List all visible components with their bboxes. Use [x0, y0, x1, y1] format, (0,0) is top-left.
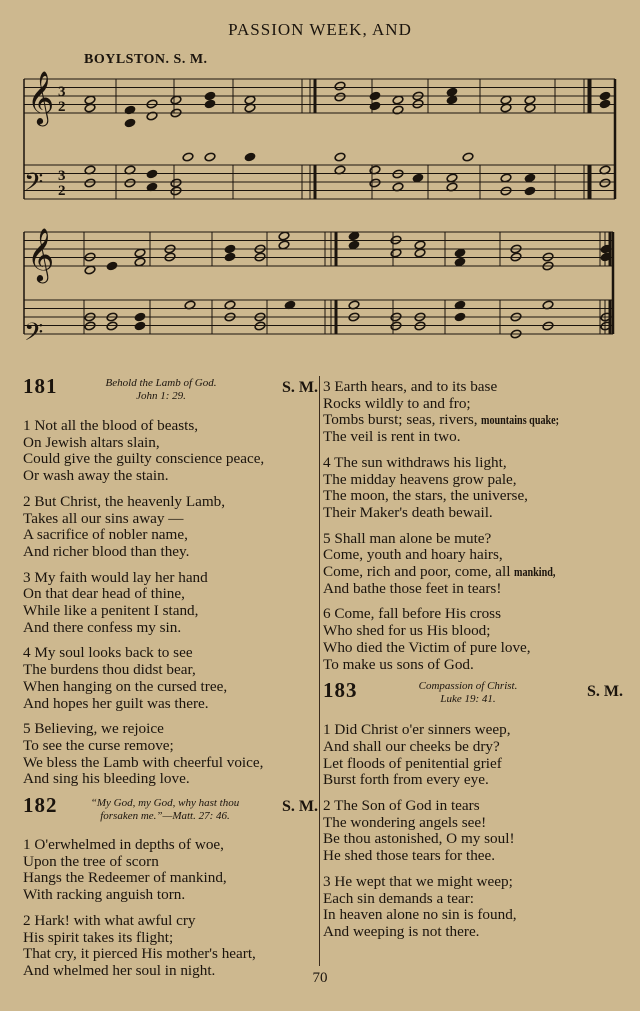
- hymn-183-stanzas: [323, 722, 623, 940]
- hymn-number: 183: [323, 678, 358, 703]
- hymn-182-header: [23, 793, 318, 833]
- svg-text:𝄢: 𝄢: [24, 168, 44, 203]
- stanza: [23, 418, 318, 485]
- stanza-line: And weeping is not there.: [323, 922, 480, 940]
- compressed-word: mankind,: [514, 564, 556, 580]
- note-head: [454, 312, 466, 322]
- hymn-182-continued: [323, 379, 623, 673]
- note-head: [182, 152, 194, 162]
- stanza-line: And whelmed her soul in night.: [23, 961, 216, 979]
- hymn-181-stanzas: [23, 418, 318, 788]
- note-head: [224, 252, 236, 262]
- note-head: [446, 173, 458, 183]
- note-head: [224, 244, 236, 254]
- note-head: [462, 152, 474, 162]
- right-column: [323, 379, 623, 950]
- note-head: [500, 173, 512, 183]
- tune-name: BOYLSTON. S. M.: [84, 52, 208, 67]
- note-head: [454, 248, 466, 258]
- stanza: [323, 874, 623, 941]
- stanza-line: The burdens thou didst bear,: [23, 661, 196, 679]
- note-head: [278, 240, 290, 250]
- hymn-meter: S. M.: [587, 683, 623, 701]
- svg-text:3: 3: [58, 84, 66, 100]
- note-head: [134, 257, 146, 267]
- stanza: [323, 455, 623, 522]
- stanza: [323, 531, 623, 598]
- hymn-meter: S. M.: [282, 798, 318, 816]
- stanza-line: 4 The sun withdraws his light,: [323, 453, 507, 471]
- stanza-line: Upon the tree of scorn: [23, 852, 159, 870]
- note-head: [454, 257, 466, 267]
- hymn-meter: S. M.: [282, 379, 318, 396]
- note-head: [599, 178, 611, 188]
- svg-text:2: 2: [58, 99, 66, 115]
- stanza-line: When hanging on the cursed tree,: [23, 677, 228, 695]
- note-head: [599, 91, 611, 101]
- stanza-line: That cry, it pierced His mother's heart,: [23, 945, 256, 963]
- note-head: [446, 95, 458, 105]
- note-head: [348, 231, 360, 241]
- note-head: [244, 95, 256, 105]
- note-head: [106, 261, 118, 271]
- hymn-number: 181: [23, 374, 58, 398]
- stanza-line: 1 Did Christ o'er sinners weep,: [323, 721, 511, 739]
- stanza: [23, 494, 318, 561]
- stanza-line: Could give the guilty conscience peace,: [23, 450, 265, 468]
- stanza-line: Come, youth and hoary hairs,: [323, 546, 503, 564]
- stanza-line: 5 Shall man alone be mute?: [323, 529, 492, 547]
- note-head: [524, 95, 536, 105]
- stanza-line: Who died the Victim of pure love,: [323, 638, 531, 656]
- stanza: [323, 722, 623, 789]
- stanza-line: 3 Earth hears, and to its base: [323, 378, 498, 395]
- stanza-line: Burst forth from every eye.: [323, 771, 489, 789]
- note-head: [134, 248, 146, 258]
- stanza-line: With racking anguish torn.: [23, 886, 186, 904]
- stanza: [23, 837, 318, 904]
- stanza-line: 6 Come, fall before His cross: [323, 605, 501, 623]
- stanza-line: In heaven alone no sin is found,: [323, 906, 517, 924]
- stanza-line: We bless the Lamb with cheerful voice,: [23, 753, 264, 771]
- music-score: [0, 0, 640, 375]
- note-head: [124, 178, 136, 188]
- note-head: [414, 248, 426, 258]
- note-head: [524, 173, 536, 183]
- note-head: [146, 169, 158, 179]
- note-head: [170, 95, 182, 105]
- stanza: [323, 606, 623, 673]
- stanza-line: The wondering angels see!: [323, 813, 487, 831]
- stanza-line: To make us sons of God.: [323, 655, 474, 673]
- note-head: [599, 99, 611, 109]
- stanza-line: He shed those tears for thee.: [323, 847, 496, 865]
- stanza-line: Or wash away the stain.: [23, 467, 169, 485]
- note-head: [278, 231, 290, 241]
- note-head: [348, 240, 360, 250]
- stanza-line: Each sin demands a tear:: [323, 889, 474, 907]
- stanza-line: Let floods of penitential grief: [323, 754, 502, 772]
- note-head: [369, 101, 381, 111]
- stanza-line: 5 Believing, we rejoice: [23, 720, 164, 738]
- note-head: [84, 95, 96, 105]
- stanza-line: His spirit takes its flight;: [23, 928, 174, 946]
- svg-text:𝄞: 𝄞: [27, 70, 55, 124]
- note-head: [412, 173, 424, 183]
- stanza-line: Who shed for us His blood;: [323, 622, 491, 640]
- stanza: [23, 721, 318, 788]
- stanza-line: The veil is rent in two.: [323, 428, 461, 446]
- stanza-line: Tombs burst; seas, rivers, mountains quake;: [323, 411, 560, 429]
- note-head: [204, 91, 216, 101]
- hymn-182-stanzas: [23, 837, 318, 980]
- stanza-line: 1 O'erwhelmed in depths of woe,: [23, 836, 224, 854]
- note-head: [204, 152, 216, 162]
- stanza: [323, 798, 623, 865]
- hymn-title: Behold the Lamb of God. John 1: 29.: [105, 377, 217, 402]
- page-number: 70: [312, 970, 328, 986]
- note-head: [369, 91, 381, 101]
- svg-text:2: 2: [58, 183, 66, 199]
- svg-text:𝄞: 𝄞: [27, 227, 55, 281]
- hymn-title: Compassion of Christ. Luke 19: 41.: [418, 680, 518, 705]
- stanza-line: 3 He wept that we might weep;: [323, 872, 513, 890]
- left-column: [23, 374, 318, 989]
- stanza-line: Takes all our sins away —: [23, 509, 184, 527]
- note-head: [390, 248, 402, 258]
- note-head: [134, 312, 146, 322]
- stanza-line: On Jewish altars slain,: [23, 433, 160, 451]
- column-divider: [319, 376, 320, 966]
- stanza-line: Their Maker's death bewail.: [323, 503, 493, 521]
- note-head: [446, 87, 458, 97]
- note-head: [244, 152, 256, 162]
- note-head: [414, 240, 426, 250]
- stanza-line: And richer blood than they.: [23, 542, 190, 560]
- note-head: [204, 99, 216, 109]
- note-head: [84, 265, 96, 275]
- stanza: [23, 645, 318, 712]
- svg-text:𝄢: 𝄢: [24, 318, 44, 353]
- stanza-line: 4 My soul looks back to see: [23, 644, 193, 662]
- stanza-line: And hopes her guilt was there.: [23, 694, 209, 712]
- stanza-line: While like a penitent I stand,: [23, 602, 199, 620]
- stanza-line: And there confess my sin.: [23, 618, 182, 636]
- stanza-line: Be thou astonished, O my soul!: [323, 830, 515, 848]
- stanza-line: 2 Hark! with what awful cry: [23, 911, 196, 929]
- stanza-line: And sing his bleeding love.: [23, 770, 190, 788]
- stanza-line: 3 My faith would lay her hand: [23, 568, 208, 586]
- note-head: [334, 81, 346, 91]
- stanza-line: And shall our cheeks be dry?: [323, 737, 500, 755]
- note-head: [392, 95, 404, 105]
- svg-text:3: 3: [58, 168, 66, 184]
- stanza-line: Hangs the Redeemer of mankind,: [23, 869, 227, 887]
- hymn-title: “My God, my God, why hast thou forsaken me.”—Matt. 27: 46.: [90, 797, 240, 822]
- note-head: [500, 95, 512, 105]
- stanza-line: The midday heavens grow pale,: [323, 470, 517, 488]
- note-head: [334, 152, 346, 162]
- stanza-line: And bathe those feet in tears!: [323, 579, 502, 597]
- stanza-line: A sacrifice of nobler name,: [23, 526, 188, 544]
- stanza-line: To see the curse remove;: [23, 736, 174, 754]
- stanza: [23, 570, 318, 637]
- hymn-183-header: [323, 678, 623, 718]
- stanza-line: Come, rich and poor, come, all mankind,: [323, 563, 556, 581]
- note-head: [369, 178, 381, 188]
- stanza-line: 1 Not all the blood of beasts,: [23, 417, 199, 434]
- stanza-line: The moon, the stars, the universe,: [323, 487, 528, 505]
- note-head: [170, 178, 182, 188]
- compressed-word: mountains quake;: [481, 412, 560, 428]
- note-head: [524, 186, 536, 196]
- time-signature: [58, 84, 66, 199]
- stanza: [323, 379, 623, 446]
- stanza-line: 2 The Son of God in tears: [323, 797, 480, 815]
- stanza-line: On that dear head of thine,: [23, 585, 185, 603]
- page-header: PASSION WEEK, AND: [228, 20, 412, 39]
- note-head: [124, 118, 136, 128]
- stanza-line: 2 But Christ, the heavenly Lamb,: [23, 492, 226, 510]
- note-head: [134, 321, 146, 331]
- stanza-line: Rocks wildly to and fro;: [323, 394, 471, 412]
- hymn-181-header: [23, 374, 318, 414]
- note-head: [334, 92, 346, 102]
- hymn-number: 182: [23, 793, 58, 818]
- note-head: [84, 178, 96, 188]
